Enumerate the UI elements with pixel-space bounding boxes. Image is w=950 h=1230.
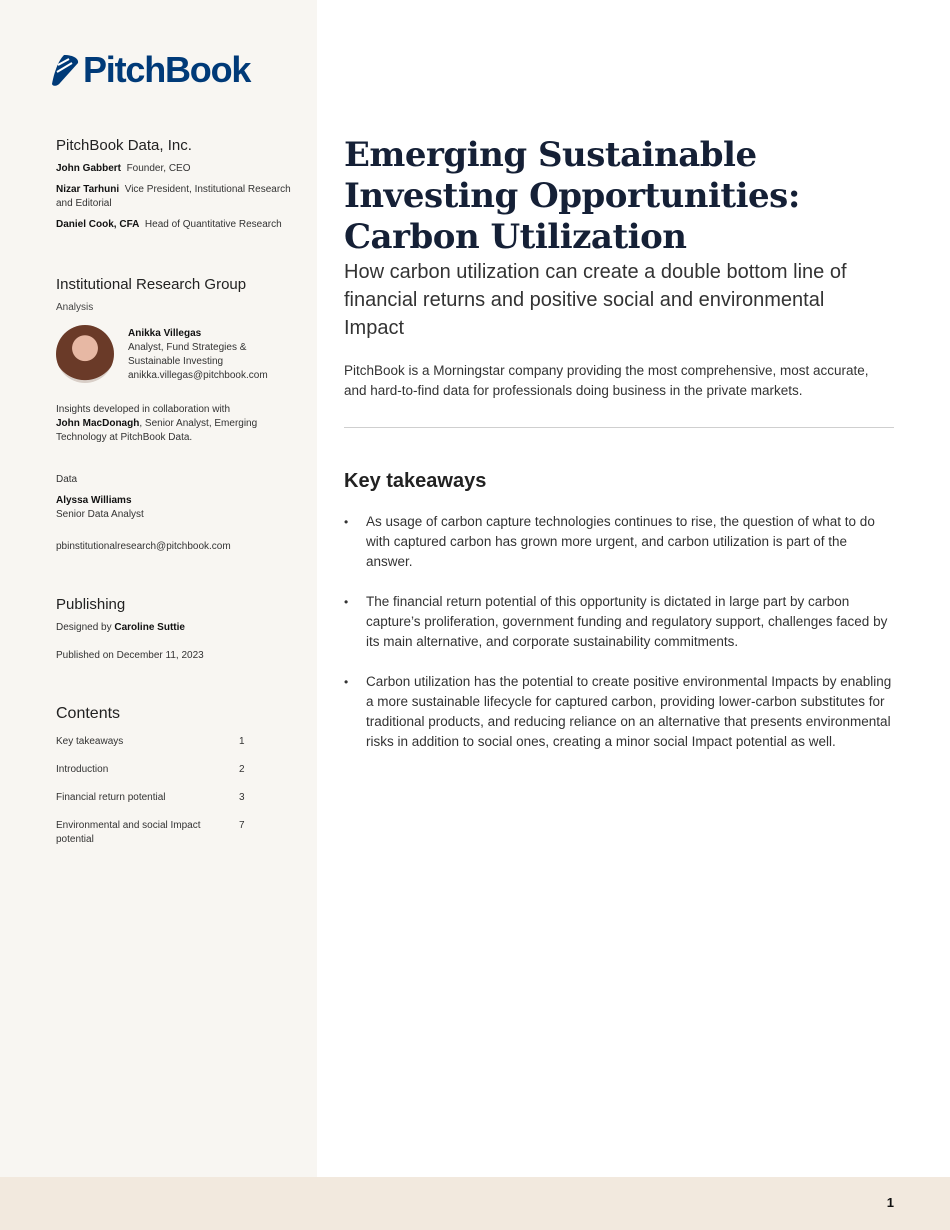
toc-page: 2: [239, 764, 245, 775]
publishing-section: [56, 596, 296, 663]
divider: [344, 427, 894, 428]
analyst-title: Analyst, Fund Strategies & Sustainable Investing: [128, 342, 247, 367]
collaboration-note: [56, 403, 296, 445]
data-person-role: Senior Data Analyst: [56, 509, 144, 520]
toc-title: Key takeaways: [56, 736, 124, 747]
title-line: Carbon Utilization: [344, 217, 687, 257]
group-heading: Institutional Research Group: [56, 276, 247, 293]
contents-heading: Contents: [56, 705, 121, 722]
takeaway-text: As usage of carbon capture technologies continues to rise, the question of what to do with captured carbon has grown more urgent, and carbon utilization is part of the answer.: [366, 514, 875, 569]
sidebar: [0, 0, 317, 1177]
data-label: Data: [56, 474, 78, 485]
report-title: [344, 135, 894, 258]
brand-name: PitchBook: [83, 49, 251, 90]
list-item: [344, 592, 894, 652]
takeaway-text: Carbon utilization has the potential to create positive environmental Impacts by enabling a more sustainable lifecycle for captured carbon, providing lower-carbon substitutes for traditional products, and reducing reliance on an alternative that presents environmental risks in addition to social ones, creating a minor social Impact potential as well.: [366, 674, 892, 749]
takeaways-list: [344, 512, 894, 772]
designer-name: Caroline Suttie: [114, 622, 185, 633]
person-name: John Gabbert: [56, 163, 122, 174]
collab-prefix: Insights developed in collaboration with: [56, 404, 230, 415]
pitchbook-logo: [50, 49, 251, 90]
intro-paragraph: PitchBook is a Morningstar company providing the most comprehensive, most accurate, and hard-to-find data for professionals doing business in the private markets.: [344, 363, 869, 398]
person-name: Nizar Tarhuni: [56, 184, 120, 195]
contact-email[interactable]: pbinstitutionalresearch@pitchbook.com: [56, 541, 231, 552]
bullet-icon: •: [344, 515, 349, 529]
publishing-heading: Publishing: [56, 596, 126, 613]
toc-title: Financial return potential: [56, 792, 166, 803]
bullet-icon: •: [344, 675, 349, 689]
company-section: [56, 137, 296, 239]
toc-title: Environmental and social Impact potential: [56, 820, 201, 845]
analyst-email[interactable]: anikka.villegas@pitchbook.com: [128, 370, 268, 381]
pitchbook-leaf-icon: [50, 53, 80, 87]
page-number: 1: [886, 1195, 894, 1210]
toc-item[interactable]: [56, 791, 296, 805]
collab-suffix: , Senior Analyst, Emerging Technology at PitchBook Data.: [56, 418, 258, 443]
collab-name: John MacDonagh: [56, 418, 140, 429]
person-entry: [56, 183, 296, 211]
bullet-icon: •: [344, 595, 349, 609]
page-footer: [0, 1177, 950, 1230]
data-section: [56, 473, 296, 522]
contents-section: [56, 705, 296, 847]
person-entry: [56, 218, 296, 232]
list-item: [344, 512, 894, 572]
toc-title: Introduction: [56, 764, 109, 775]
toc-item[interactable]: [56, 819, 296, 847]
report-subtitle: How carbon utilization can create a double bottom line of financial returns and positive social and environmental Impact: [344, 261, 847, 339]
takeaway-text: The financial return potential of this opportunity is dictated in large part by carbon capture’s proliferation, government funding and regulatory support, challenges faced by its main alternative, and corporate sustainability commitments.: [366, 594, 888, 649]
data-person-name: Alyssa Williams: [56, 495, 132, 506]
published-date: Published on December 11, 2023: [56, 650, 204, 661]
toc-page: 1: [239, 736, 245, 747]
toc-page: 3: [239, 792, 245, 803]
person-entry: [56, 162, 296, 176]
analyst-avatar: [56, 325, 114, 383]
company-name: PitchBook Data, Inc.: [56, 137, 192, 154]
analyst-name: Anikka Villegas: [128, 328, 202, 339]
person-role: Vice President, Institutional Research and Editorial: [56, 184, 291, 209]
designed-by: [56, 621, 296, 635]
person-name: Daniel Cook, CFA: [56, 219, 140, 230]
title-line: Emerging Sustainable: [344, 135, 757, 175]
toc-page: 7: [239, 820, 245, 831]
person-role: Head of Quantitative Research: [144, 219, 282, 230]
toc-item[interactable]: [56, 735, 296, 749]
title-line: Investing Opportunities:: [344, 176, 800, 216]
analysis-label: Analysis: [56, 302, 94, 313]
toc-item[interactable]: [56, 763, 296, 777]
designed-by-prefix: Designed by: [56, 622, 112, 633]
person-role: Founder, CEO: [126, 163, 191, 174]
list-item: [344, 672, 894, 752]
research-group-section: [56, 276, 296, 315]
takeaways-heading: Key takeaways: [344, 470, 487, 492]
